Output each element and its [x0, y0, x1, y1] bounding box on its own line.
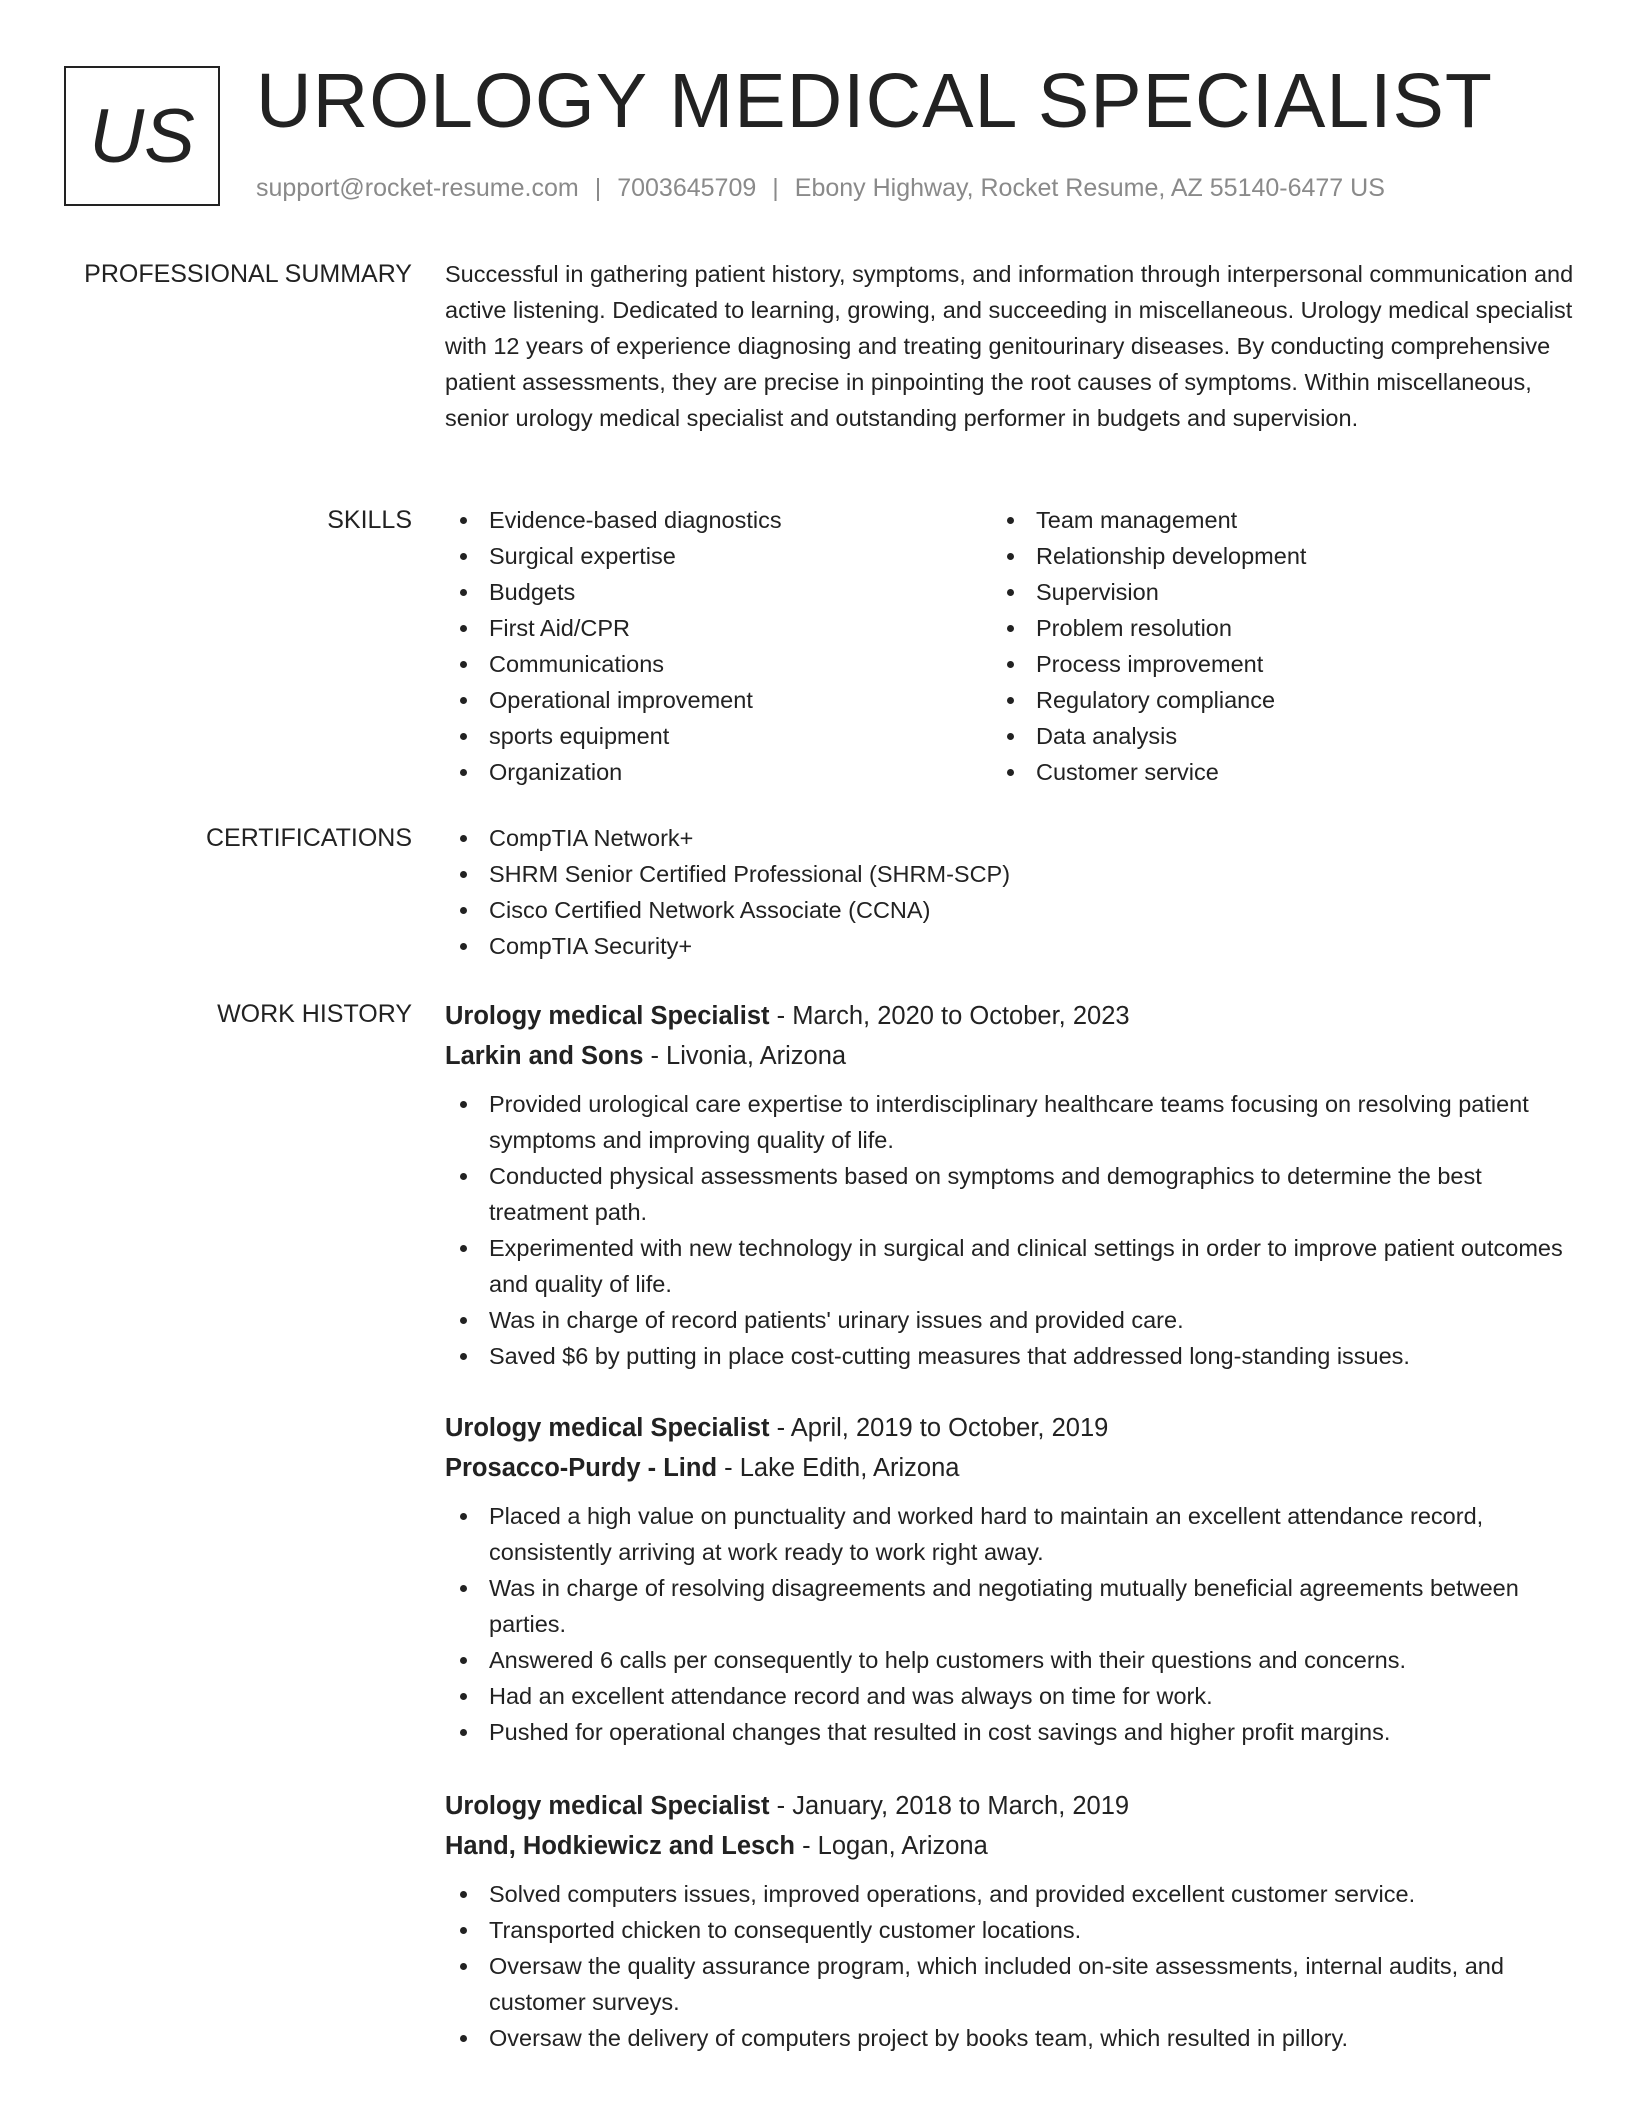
job-title-line: [445, 996, 1575, 1036]
job-dates: - March, 2020 to October, 2023: [769, 1002, 1130, 1030]
job-bullet: Was in charge of record patients' urinary issues and provided care.: [445, 1302, 1575, 1338]
skills-list-right: [992, 502, 1539, 790]
skill-item: Supervision: [992, 574, 1539, 610]
job-bullet: Provided urological care expertise to interdisciplinary healthcare teams focusing on resolving patient symptoms and improving quality of life.: [445, 1086, 1575, 1158]
skill-item: Communications: [445, 646, 992, 682]
job-title: Urology medical Specialist: [445, 1792, 770, 1820]
skill-item: Operational improvement: [445, 682, 992, 718]
job-title: Urology medical Specialist: [445, 1002, 770, 1030]
job-bullet: Was in charge of resolving disagreements and negotiating mutually beneficial agreements between parties.: [445, 1570, 1575, 1642]
job-location: - Livonia, Arizona: [643, 1042, 847, 1070]
job-company-line: [445, 1448, 1575, 1488]
section-heading: WORK HISTORY: [217, 1000, 412, 1028]
certification-item: Cisco Certified Network Associate (CCNA): [445, 892, 1575, 928]
skill-item: Data analysis: [992, 718, 1539, 754]
job-dates: - April, 2019 to October, 2019: [769, 1414, 1109, 1442]
certification-item: CompTIA Security+: [445, 928, 1575, 964]
job-bullet: Saved $6 by putting in place cost-cutting measures that addressed long-standing issues.: [445, 1338, 1575, 1374]
job-bullet: Answered 6 calls per consequently to help customers with their questions and concerns.: [445, 1642, 1575, 1678]
job-bullet: Transported chicken to consequently customer locations.: [445, 1912, 1575, 1948]
job-bullet: Oversaw the quality assurance program, which included on-site assessments, internal audits, and customer surveys.: [445, 1948, 1575, 2020]
job-company-line: [445, 1036, 1575, 1076]
job-bullet: Had an excellent attendance record and was always on time for work.: [445, 1678, 1575, 1714]
contact-separator: |: [772, 174, 779, 202]
skills-list-left: [445, 502, 992, 790]
skill-item: Relationship development: [992, 538, 1539, 574]
skill-item: Organization: [445, 754, 992, 790]
contact-separator: |: [594, 174, 602, 202]
job-location: - Lake Edith, Arizona: [717, 1454, 960, 1482]
job-location: - Logan, Arizona: [795, 1832, 988, 1860]
skill-item: First Aid/CPR: [445, 610, 992, 646]
summary-text: Successful in gathering patient history, symptoms, and information through interpersonal communication and active listening. Dedicated to learning, growing, and succeeding in miscellaneous. Urology medical specialist with 12 years of experience diagnosing and treating genitourinary diseases. By conducting comprehensive patient assessments, they are precise in pinpointing the root causes of symptoms. Within miscellaneous, senior urology medical specialist and outstanding performer in budgets and supervision.: [445, 261, 1574, 431]
skill-item: Customer service: [992, 754, 1539, 790]
job-company-line: [445, 1826, 1575, 1866]
contact-line: [256, 172, 1385, 204]
skill-item: Budgets: [445, 574, 992, 610]
skill-item: Problem resolution: [992, 610, 1539, 646]
job-bullets: [445, 1876, 1575, 2056]
contact-address: Ebony Highway, Rocket Resume, AZ 55140-6477 US: [794, 174, 1385, 202]
contact-email: support@rocket-resume.com: [256, 174, 579, 202]
job-company: Larkin and Sons: [445, 1042, 644, 1070]
skill-item: sports equipment: [445, 718, 992, 754]
certifications-list: [445, 820, 1575, 964]
job-title-line: [445, 1408, 1575, 1448]
page-title: UROLOGY MEDICAL SPECIALIST: [256, 58, 1493, 144]
job-bullet: Pushed for operational changes that resulted in cost savings and higher profit margins.: [445, 1714, 1575, 1750]
skill-item: Process improvement: [992, 646, 1539, 682]
section-heading: SKILLS: [327, 506, 412, 534]
job-bullet: Oversaw the delivery of computers project by books team, which resulted in pillory.: [445, 2020, 1575, 2056]
skill-item: Team management: [992, 502, 1539, 538]
job-bullet: Placed a high value on punctuality and worked hard to maintain an excellent attendance record, consistently arriving at work ready to work right away.: [445, 1498, 1575, 1570]
section-heading: PROFESSIONAL SUMMARY: [84, 260, 412, 288]
certification-item: CompTIA Network+: [445, 820, 1575, 856]
job-entry: [445, 1408, 1575, 1750]
job-bullets: [445, 1498, 1575, 1750]
job-title-line: [445, 1786, 1575, 1826]
job-entry: [445, 996, 1575, 1374]
certification-item: SHRM Senior Certified Professional (SHRM-SCP): [445, 856, 1575, 892]
job-company: Hand, Hodkiewicz and Lesch: [445, 1832, 795, 1860]
job-bullet: Solved computers issues, improved operations, and provided excellent customer service.: [445, 1876, 1575, 1912]
job-title: Urology medical Specialist: [445, 1414, 770, 1442]
skill-item: Surgical expertise: [445, 538, 992, 574]
job-bullet: Experimented with new technology in surgical and clinical settings in order to improve patient outcomes and quality of life.: [445, 1230, 1575, 1302]
job-bullets: [445, 1086, 1575, 1374]
job-company: Prosacco-Purdy - Lind: [445, 1454, 718, 1482]
skill-item: Regulatory compliance: [992, 682, 1539, 718]
job-entry: [445, 1786, 1575, 2056]
monogram-logo: US: [64, 66, 220, 206]
skill-item: Evidence-based diagnostics: [445, 502, 992, 538]
section-heading: CERTIFICATIONS: [205, 824, 412, 852]
job-dates: - January, 2018 to March, 2019: [769, 1792, 1130, 1820]
contact-phone: 7003645709: [617, 174, 757, 202]
job-bullet: Conducted physical assessments based on symptoms and demographics to determine the best treatment path.: [445, 1158, 1575, 1230]
